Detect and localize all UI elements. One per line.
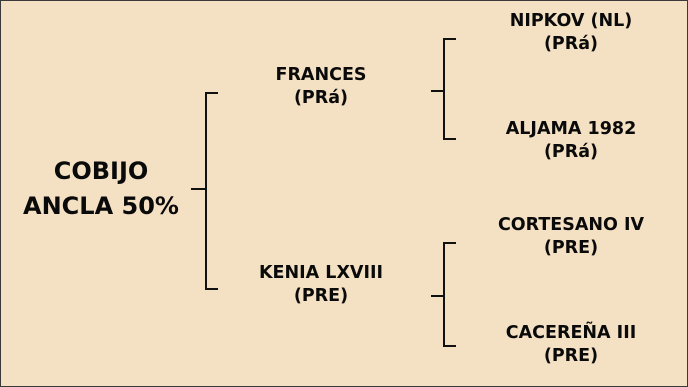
root-share: ANCLA 50%: [23, 191, 179, 220]
bracket-frances: [431, 39, 456, 139]
maternal-grandsire-node: [471, 214, 671, 260]
paternal-grandsire-node: [471, 10, 671, 56]
paternal-granddam-node: [471, 118, 671, 164]
dam-breed: (PRE): [293, 285, 349, 306]
paternal-granddam-breed: (PRá): [543, 141, 599, 162]
maternal-granddam-node: [471, 322, 671, 368]
root-horse: [1, 154, 201, 224]
maternal-granddam-breed: (PRE): [543, 345, 599, 366]
maternal-grandsire-name: CORTESANO IV: [497, 215, 645, 235]
sire-name: FRANCES: [275, 65, 367, 85]
maternal-grandsire-breed: (PRE): [543, 237, 599, 258]
paternal-granddam-name: ALJAMA 1982: [505, 119, 637, 139]
paternal-grandsire-name: NIPKOV (NL): [509, 11, 633, 31]
dam-node: [231, 262, 411, 308]
maternal-granddam-name: CACEREÑA III: [505, 323, 637, 343]
dam-name: KENIA LXVIII: [258, 263, 384, 283]
sire-breed: (PRá): [293, 87, 349, 108]
sire-node: [231, 64, 411, 110]
paternal-grandsire-breed: (PRá): [543, 33, 599, 54]
root-name: COBIJO: [53, 157, 149, 185]
bracket-kenia: [431, 243, 456, 346]
